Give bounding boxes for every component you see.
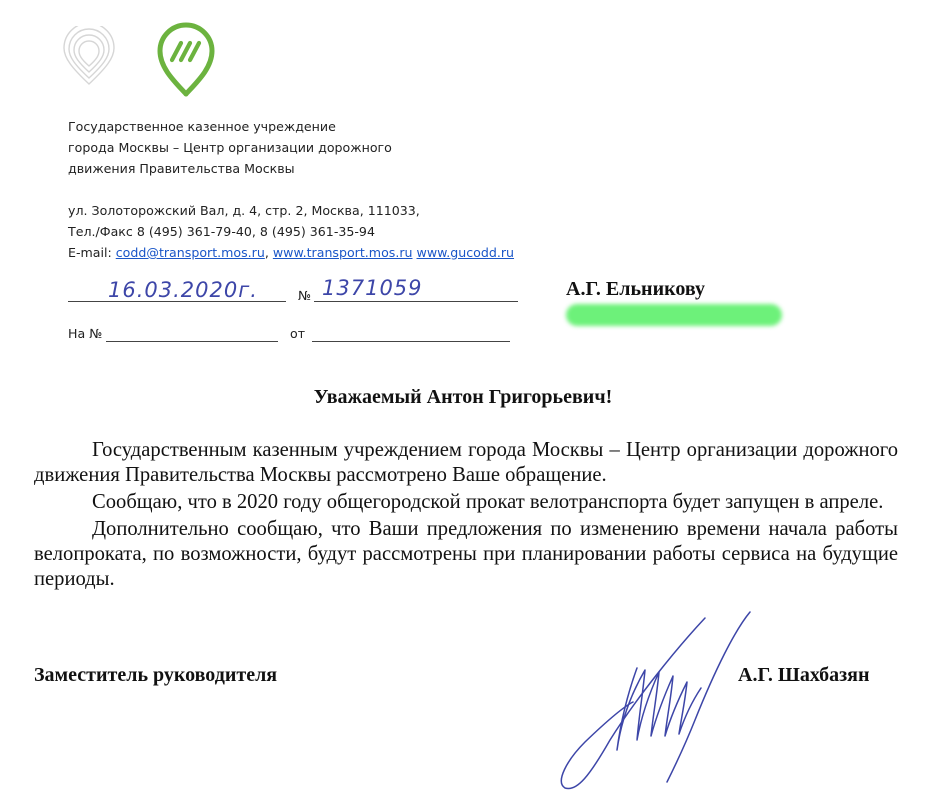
organization-line: Государственное казенное учреждение [68, 119, 336, 134]
letter-paragraph: Дополнительно сообщаю, что Ваши предложения по изменению времени начала работы велопроката, по возможности, будут рассмотрены при планировании работы сервиса на будущие периоды. [34, 518, 898, 590]
site-link-gucodd[interactable]: www.gucodd.ru [416, 245, 515, 260]
organization-line: города Москвы – Центр организации дорожного [68, 140, 392, 155]
signer-name: А.Г. Шахбазян [738, 664, 870, 686]
site-link-transport[interactable]: www.transport.mos.ru [272, 245, 413, 260]
organization-line: движения Правительства Москвы [68, 161, 295, 176]
letter-body [34, 438, 898, 594]
number-label: № [298, 288, 312, 303]
phone-line: Тел./Факс 8 (495) 361-79-40, 8 (495) 361-35-94 [68, 224, 375, 239]
address-line: ул. Золоторожский Вал, д. 4, стр. 2, Москва, 111033, [68, 203, 420, 218]
letter-paragraph: Государственным казенным учреждением города Москвы – Центр организации дорожного движения Правительства Москвы рассмотрено Ваше обращение. [34, 439, 898, 486]
redaction-highlight [566, 304, 782, 326]
addressee-name: А.Г. Ельникову [566, 278, 705, 300]
ref-number-underline [106, 340, 278, 342]
handwritten-number: 1371059 [322, 276, 423, 300]
ref-from-label: от [290, 326, 306, 341]
handwritten-signature-icon [555, 610, 765, 800]
email-link[interactable]: codd@transport.mos.ru [115, 245, 265, 260]
number-underline [314, 300, 518, 302]
letter-paragraph: Сообщаю, что в 2020 году общегородской прокат велотранспорта будет запущен в апреле. [92, 491, 884, 513]
ref-from-underline [312, 340, 510, 342]
signer-title: Заместитель руководителя [34, 664, 278, 686]
codd-logo-icon [155, 22, 217, 98]
contact-info [68, 200, 514, 263]
handwritten-date: 16.03.2020г. [108, 278, 258, 302]
organization-name [68, 116, 392, 179]
email-label: E-mail: [68, 245, 116, 260]
greeting: Уважаемый Антон Григорьевич! [313, 386, 613, 408]
faded-logo-icon [58, 26, 120, 88]
email-line: E-mail: codd@transport.mos.ru, www.transport.mos.ru www.gucodd.ru [68, 245, 515, 260]
ref-number-label: На № [68, 326, 103, 341]
